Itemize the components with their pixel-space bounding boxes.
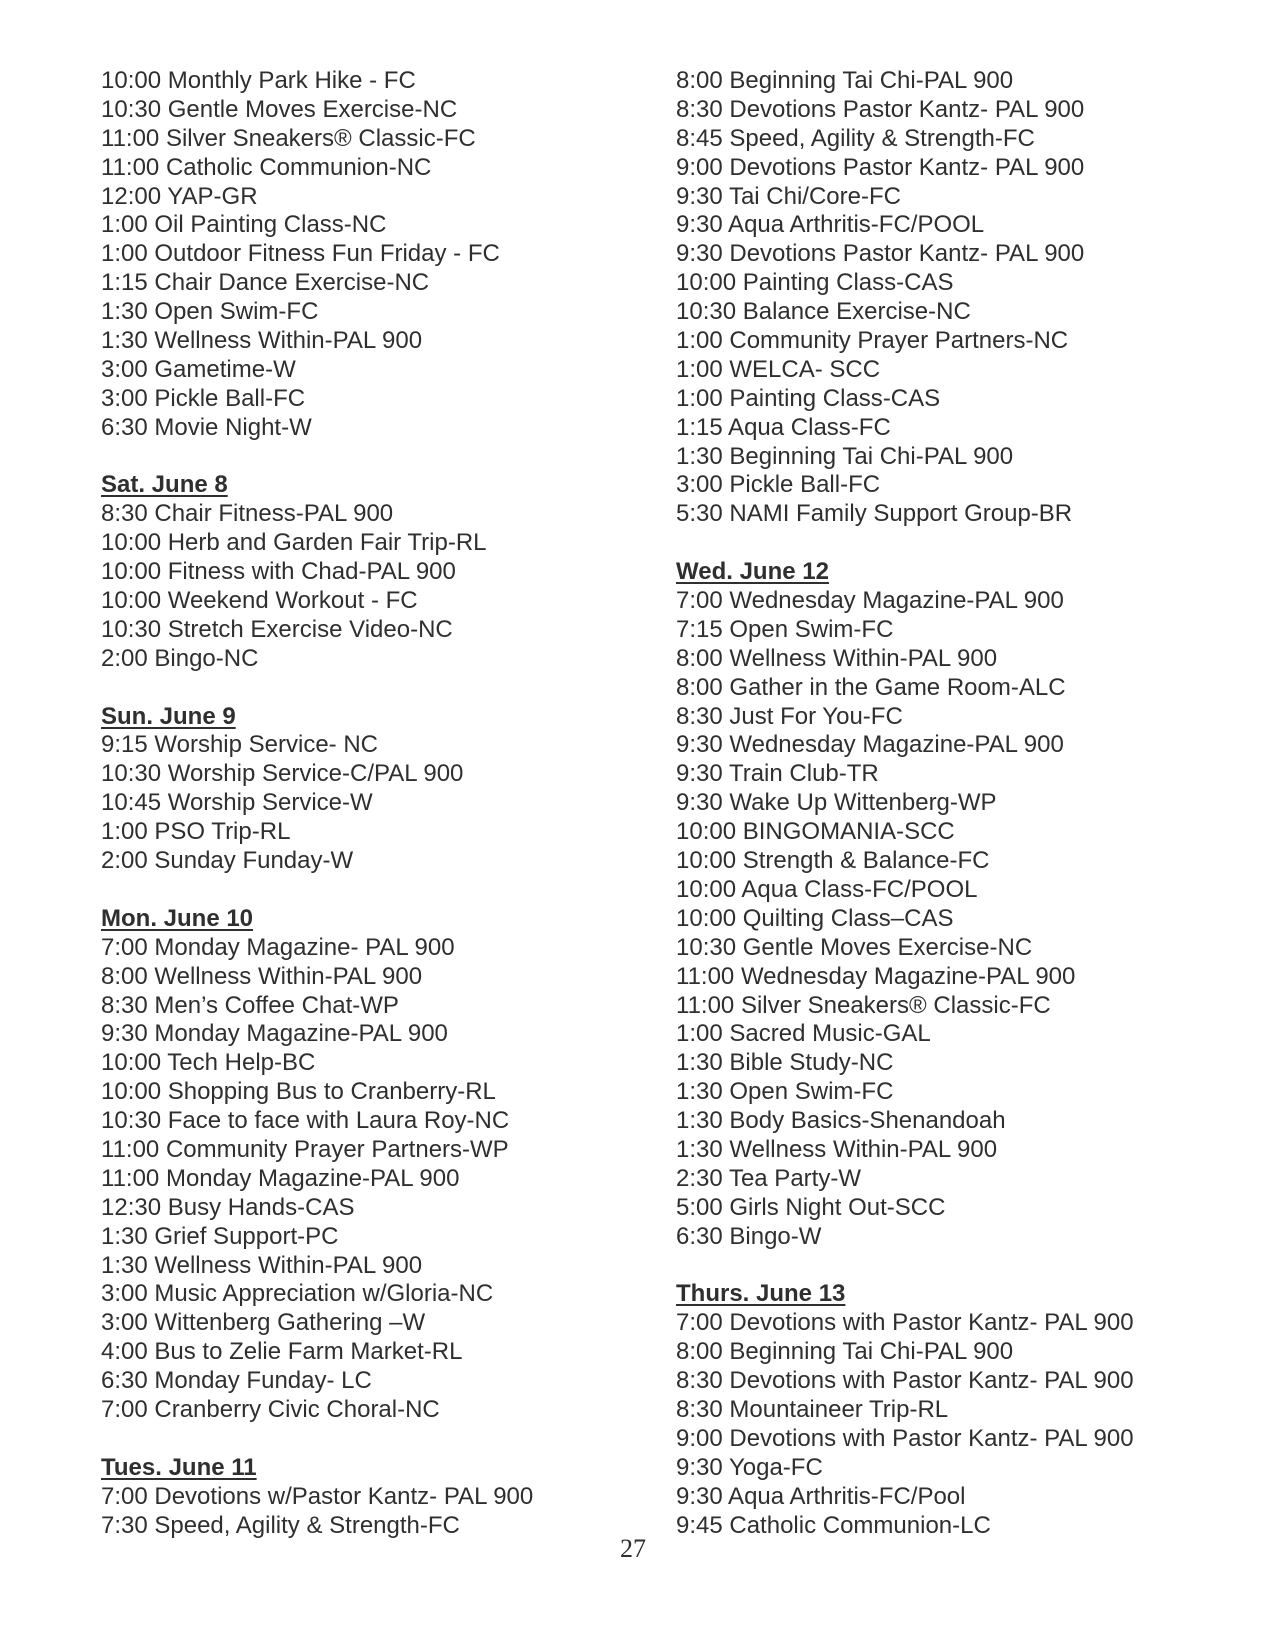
schedule-entry: 8:30 Devotions Pastor Kantz- PAL 900 <box>676 95 1085 123</box>
schedule-entry: 10:30 Worship Service-C/PAL 900 <box>101 760 464 788</box>
schedule-entry: 10:30 Stretch Exercise Video-NC <box>101 615 453 643</box>
schedule-entry: 10:00 BINGOMANIA-SCC <box>676 818 955 846</box>
schedule-entry: 1:30 Wellness Within-PAL 900 <box>101 1251 423 1279</box>
schedule-entry: 9:00 Devotions Pastor Kantz- PAL 900 <box>676 153 1085 181</box>
blank-spacer <box>101 443 533 472</box>
day-heading: Tues. June 11 <box>101 1453 257 1481</box>
day-heading: Sun. June 9 <box>101 702 236 730</box>
schedule-entry: 1:30 Bible Study-NC <box>676 1049 894 1077</box>
schedule-entry: 10:00 Quilting Class–CAS <box>676 904 954 932</box>
schedule-entry: 2:00 Sunday Funday-W <box>101 847 354 875</box>
schedule-entry: 10:00 Herb and Garden Fair Trip-RL <box>101 529 487 557</box>
schedule-entry: 8:00 Beginning Tai Chi-PAL 900 <box>676 1338 1014 1366</box>
schedule-entry: 10:00 Strength & Balance-FC <box>676 847 990 875</box>
schedule-entry: 10:30 Balance Exercise-NC <box>676 298 971 326</box>
schedule-entry: 8:00 Wellness Within-PAL 900 <box>101 962 423 990</box>
schedule-entry: 4:00 Bus to Zelie Farm Market-RL <box>101 1338 463 1366</box>
schedule-entry: 10:00 Aqua Class-FC/POOL <box>676 875 978 903</box>
schedule-entry: 9:30 Devotions Pastor Kantz- PAL 900 <box>676 240 1085 268</box>
schedule-entry: 6:30 Bingo-W <box>676 1222 822 1250</box>
day-heading: Wed. June 12 <box>676 558 829 586</box>
schedule-entry: 2:00 Bingo-NC <box>101 644 259 672</box>
schedule-entry: 7:00 Devotions with Pastor Kantz- PAL 900 <box>676 1309 1134 1337</box>
schedule-entry: 9:15 Worship Service- NC <box>101 731 378 759</box>
schedule-entry: 6:30 Movie Night-W <box>101 413 312 441</box>
schedule-entry: 1:00 Painting Class-CAS <box>676 384 941 412</box>
schedule-entry: 10:30 Face to face with Laura Roy-NC <box>101 1107 510 1135</box>
schedule-entry: 9:30 Aqua Arthritis-FC/POOL <box>676 211 985 239</box>
schedule-entry: 9:30 Aqua Arthritis-FC/Pool <box>676 1482 966 1510</box>
schedule-entry: 7:00 Cranberry Civic Choral-NC <box>101 1395 440 1423</box>
schedule-entry: 8:30 Devotions with Pastor Kantz- PAL 900 <box>676 1367 1134 1395</box>
blank-spacer <box>676 529 1134 558</box>
schedule-entry: 10:00 Weekend Workout - FC <box>101 587 418 615</box>
schedule-entry: 8:45 Speed, Agility & Strength-FC <box>676 124 1035 152</box>
schedule-entry: 11:00 Community Prayer Partners-WP <box>101 1135 509 1163</box>
schedule-entry: 7:00 Devotions w/Pastor Kantz- PAL 900 <box>101 1482 534 1510</box>
schedule-entry: 8:30 Chair Fitness-PAL 900 <box>101 500 394 528</box>
schedule-entry: 3:00 Pickle Ball-FC <box>101 384 306 412</box>
blank-spacer <box>676 1252 1134 1281</box>
blank-spacer <box>101 876 533 905</box>
schedule-entry: 3:00 Music Appreciation w/Gloria-NC <box>101 1280 494 1308</box>
page-number: 27 <box>620 1534 646 1563</box>
schedule-entry: 11:00 Catholic Communion-NC <box>101 153 432 181</box>
schedule-entry: 8:30 Mountaineer Trip-RL <box>676 1395 949 1423</box>
schedule-entry: 1:30 Grief Support-PC <box>101 1222 339 1250</box>
schedule-entry: 11:00 Silver Sneakers® Classic-FC <box>101 124 476 152</box>
schedule-entry: 9:30 Tai Chi/Core-FC <box>676 182 901 210</box>
schedule-entry: 11:00 Wednesday Magazine-PAL 900 <box>676 962 1076 990</box>
schedule-entry: 10:00 Painting Class-CAS <box>676 269 954 297</box>
schedule-entry: 3:00 Pickle Ball-FC <box>676 471 881 499</box>
schedule-entry: 9:45 Catholic Communion-LC <box>676 1511 991 1539</box>
schedule-entry: 7:00 Wednesday Magazine-PAL 900 <box>676 587 1064 615</box>
schedule-entry: 1:15 Chair Dance Exercise-NC <box>101 269 430 297</box>
schedule-column-left <box>101 67 533 1540</box>
schedule-entry: 3:00 Wittenberg Gathering –W <box>101 1309 426 1337</box>
schedule-entry: 1:00 WELCA- SCC <box>676 355 881 383</box>
schedule-entry: 10:30 Gentle Moves Exercise-NC <box>101 95 458 123</box>
schedule-entry: 9:30 Wednesday Magazine-PAL 900 <box>676 731 1064 759</box>
schedule-entry: 1:00 Outdoor Fitness Fun Friday - FC <box>101 240 500 268</box>
schedule-entry: 12:30 Busy Hands-CAS <box>101 1193 355 1221</box>
schedule-entry: 1:30 Open Swim-FC <box>101 298 319 326</box>
schedule-entry: 11:00 Silver Sneakers® Classic-FC <box>676 991 1051 1019</box>
schedule-entry: 8:00 Gather in the Game Room-ALC <box>676 673 1066 701</box>
schedule-entry: 1:00 Community Prayer Partners-NC <box>676 327 1069 355</box>
schedule-entry: 1:00 Sacred Music-GAL <box>676 1020 931 1048</box>
schedule-entry: 1:00 PSO Trip-RL <box>101 818 291 846</box>
schedule-entry: 1:00 Oil Painting Class-NC <box>101 211 387 239</box>
schedule-entry: 8:00 Wellness Within-PAL 900 <box>676 644 998 672</box>
schedule-entry: 7:30 Speed, Agility & Strength-FC <box>101 1511 460 1539</box>
schedule-entry: 5:00 Girls Night Out-SCC <box>676 1193 946 1221</box>
schedule-entry: 10:00 Fitness with Chad-PAL 900 <box>101 558 456 586</box>
schedule-entry: 9:30 Yoga-FC <box>676 1453 823 1481</box>
schedule-entry: 10:00 Shopping Bus to Cranberry-RL <box>101 1078 496 1106</box>
schedule-column-right <box>676 67 1134 1540</box>
schedule-entry: 1:30 Wellness Within-PAL 900 <box>101 327 423 355</box>
schedule-entry: 1:15 Aqua Class-FC <box>676 413 891 441</box>
schedule-entry: 8:30 Men’s Coffee Chat-WP <box>101 991 399 1019</box>
day-heading: Mon. June 10 <box>101 904 254 932</box>
day-heading: Sat. June 8 <box>101 471 228 499</box>
schedule-entry: 10:45 Worship Service-W <box>101 789 373 817</box>
schedule-entry: 9:00 Devotions with Pastor Kantz- PAL 900 <box>676 1424 1134 1452</box>
schedule-entry: 3:00 Gametime-W <box>101 355 296 383</box>
schedule-entry: 11:00 Monday Magazine-PAL 900 <box>101 1164 460 1192</box>
schedule-entry: 2:30 Tea Party-W <box>676 1164 861 1192</box>
schedule-entry: 9:30 Train Club-TR <box>676 760 879 788</box>
blank-spacer <box>101 674 533 703</box>
schedule-entry: 9:30 Wake Up Wittenberg-WP <box>676 789 997 817</box>
schedule-entry: 7:00 Monday Magazine- PAL 900 <box>101 933 455 961</box>
schedule-entry: 10:00 Monthly Park Hike - FC <box>101 67 416 94</box>
schedule-entry: 6:30 Monday Funday- LC <box>101 1367 372 1395</box>
schedule-entry: 8:00 Beginning Tai Chi-PAL 900 <box>676 67 1014 94</box>
day-heading: Thurs. June 13 <box>676 1280 846 1308</box>
schedule-entry: 10:00 Tech Help-BC <box>101 1049 316 1077</box>
schedule-entry: 1:30 Body Basics-Shenandoah <box>676 1107 1006 1135</box>
schedule-entry: 10:30 Gentle Moves Exercise-NC <box>676 933 1033 961</box>
schedule-entry: 12:00 YAP-GR <box>101 182 258 210</box>
schedule-entry: 1:30 Wellness Within-PAL 900 <box>676 1135 998 1163</box>
schedule-entry: 1:30 Open Swim-FC <box>676 1078 894 1106</box>
schedule-entry: 5:30 NAMI Family Support Group-BR <box>676 500 1073 528</box>
schedule-entry: 7:15 Open Swim-FC <box>676 615 894 643</box>
blank-spacer <box>101 1425 533 1454</box>
schedule-entry: 1:30 Beginning Tai Chi-PAL 900 <box>676 442 1014 470</box>
schedule-entry: 9:30 Monday Magazine-PAL 900 <box>101 1020 448 1048</box>
schedule-entry: 8:30 Just For You-FC <box>676 702 903 730</box>
